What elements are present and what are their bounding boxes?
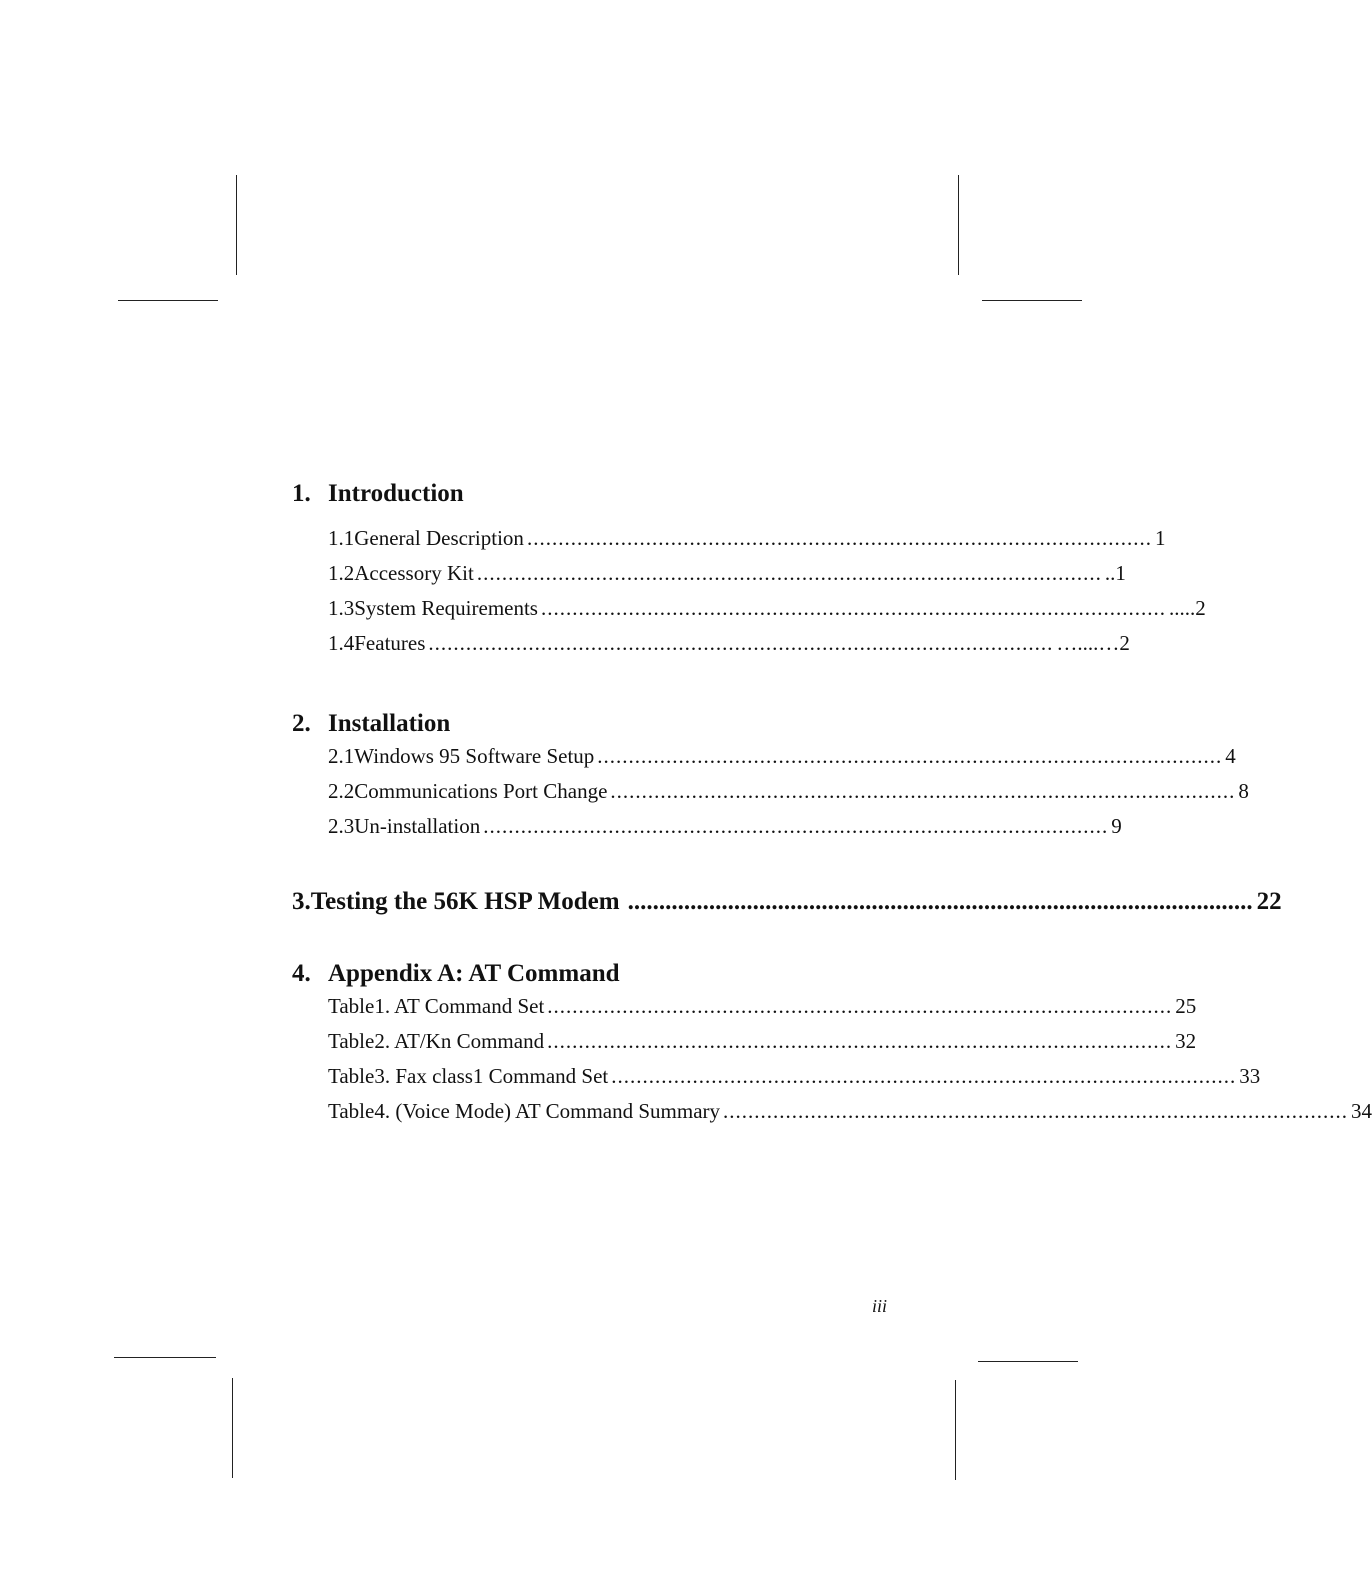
- entry-page: .....2: [1168, 596, 1206, 620]
- toc-entry[interactable]: [292, 814, 1122, 849]
- entry-title: Table2. AT/Kn Command: [328, 1029, 545, 1053]
- toc-section-appendix: [292, 960, 1372, 1134]
- page-number: iii: [872, 1296, 888, 1316]
- toc-entry[interactable]: [292, 631, 1130, 666]
- section-title: Introduction: [328, 480, 464, 507]
- section-number: 3.: [292, 888, 311, 915]
- toc-section-installation: [292, 710, 1249, 849]
- toc-section-testing: [292, 888, 1282, 916]
- entry-title: Table3. Fax class1 Command Set: [328, 1064, 609, 1088]
- entry-page: 25: [1175, 994, 1197, 1018]
- toc-entry[interactable]: [292, 526, 1166, 561]
- dot-leader: ....................................................................................................: [526, 526, 1152, 550]
- toc-entry[interactable]: [292, 1064, 1261, 1099]
- toc-entry[interactable]: [292, 596, 1206, 631]
- entry-page: 34: [1351, 1099, 1372, 1123]
- toc-entry[interactable]: [292, 994, 1197, 1029]
- crop-mark-bottom-right-horizontal: [978, 1361, 1078, 1362]
- entry-number: 2.2: [328, 779, 355, 803]
- entry-page: 32: [1175, 1029, 1197, 1053]
- entry-page: 4: [1225, 744, 1236, 768]
- toc-section-introduction: [292, 480, 1206, 666]
- dot-leader: ....................................................................................................: [483, 814, 1109, 838]
- dot-leader: ....................................................................................................: [610, 779, 1236, 803]
- entry-title: General Description: [354, 526, 524, 550]
- dot-leader: ....................................................................................................: [476, 561, 1102, 585]
- entry-page: 9: [1111, 814, 1122, 838]
- crop-mark-bottom-left-horizontal: [114, 1357, 216, 1358]
- section-heading[interactable]: [292, 888, 1282, 916]
- entry-number: 1.2: [328, 561, 355, 585]
- entry-title: Features: [354, 631, 426, 655]
- crop-mark-bottom-right-vertical: [955, 1380, 956, 1480]
- crop-mark-top-left-horizontal: [118, 300, 218, 301]
- dot-leader: ....................................................................................................: [547, 1029, 1173, 1053]
- toc-entry[interactable]: [292, 744, 1236, 779]
- toc-entry[interactable]: [292, 561, 1126, 596]
- entry-page: …....…2: [1056, 631, 1130, 655]
- entry-title: Table4. (Voice Mode) AT Command Summary: [328, 1099, 721, 1123]
- toc-entry[interactable]: [292, 1029, 1197, 1064]
- section-number: 2.: [292, 710, 311, 737]
- entry-page: 8: [1238, 779, 1249, 803]
- crop-mark-top-right-horizontal: [982, 300, 1082, 301]
- entry-number: 2.1: [328, 744, 355, 768]
- entry-title: System Requirements: [354, 596, 538, 620]
- entry-page: 1: [1154, 526, 1166, 550]
- section-number: 4.: [292, 960, 311, 987]
- crop-mark-bottom-left-vertical: [232, 1378, 233, 1478]
- entry-title: Communications Port Change: [354, 779, 608, 803]
- entry-title: Un-installation: [354, 814, 481, 838]
- dot-leader: ....................................................................................................: [540, 596, 1166, 620]
- section-title: Appendix A: AT Command: [328, 960, 620, 987]
- dot-leader: ....................................................................................................: [611, 1064, 1237, 1088]
- toc-entry[interactable]: [292, 779, 1249, 814]
- section-heading: [292, 480, 886, 508]
- entry-number: 1.3: [328, 596, 355, 620]
- entry-page: ..1: [1104, 561, 1126, 585]
- entry-number: 1.1: [328, 526, 355, 550]
- crop-mark-top-left-vertical: [236, 175, 237, 275]
- entry-number: 2.3: [328, 814, 355, 838]
- entry-number: 1.4: [328, 631, 355, 655]
- toc-entry[interactable]: [292, 1099, 1372, 1134]
- dot-leader: ....................................................................................................: [723, 1099, 1349, 1123]
- section-title: Testing the 56K HSP Modem: [310, 888, 620, 915]
- dot-leader: ....................................................................................................: [547, 994, 1173, 1018]
- entry-title: Windows 95 Software Setup: [354, 744, 595, 768]
- section-number: 1.: [292, 480, 311, 507]
- section-title: Installation: [328, 710, 451, 737]
- section-heading: [292, 960, 902, 988]
- section-heading: [292, 710, 894, 738]
- crop-mark-top-right-vertical: [958, 175, 959, 275]
- section-page: 22: [1256, 888, 1282, 915]
- entry-title: Table1. AT Command Set: [328, 994, 545, 1018]
- dot-leader: ....................................................................................................: [627, 888, 1253, 915]
- entry-title: Accessory Kit: [354, 561, 474, 585]
- dot-leader: ....................................................................................................: [428, 631, 1054, 655]
- dot-leader: ....................................................................................................: [597, 744, 1223, 768]
- entry-page: 33: [1239, 1064, 1261, 1088]
